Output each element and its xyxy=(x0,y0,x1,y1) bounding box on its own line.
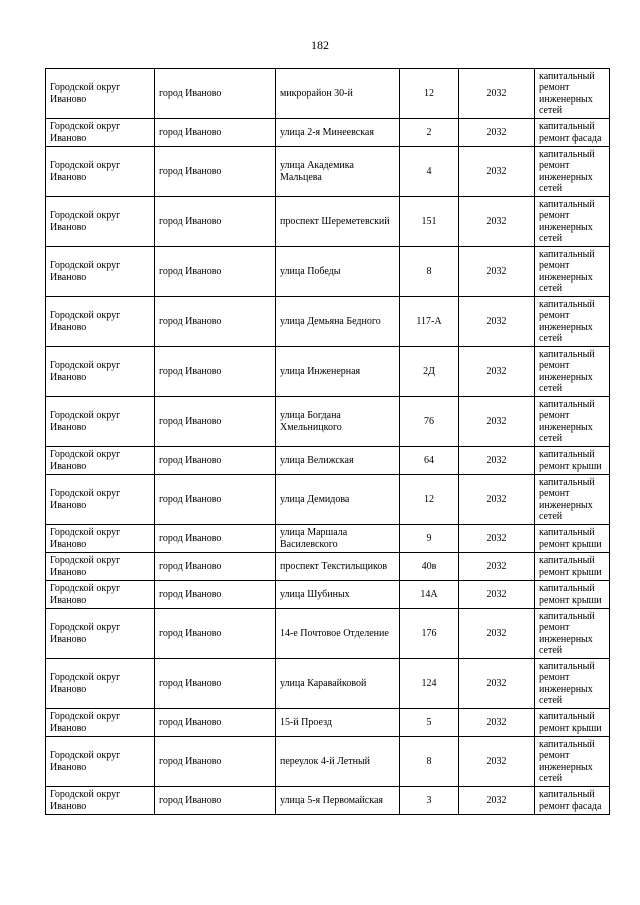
street-cell: улица Академика Мальцева xyxy=(276,147,400,197)
city-cell: город Иваново xyxy=(155,119,276,147)
house-number-cell: 4 xyxy=(400,147,459,197)
house-number-cell: 64 xyxy=(400,447,459,475)
table-row xyxy=(46,659,610,709)
work-type-cell: капитальный ремонт фасада xyxy=(535,119,610,147)
street-cell: улица Шубиных xyxy=(276,581,400,609)
table-row xyxy=(46,525,610,553)
district-cell: Городской округ Иваново xyxy=(46,709,155,737)
planned-year-cell: 2032 xyxy=(459,659,535,709)
planned-year-cell: 2032 xyxy=(459,525,535,553)
table-row xyxy=(46,737,610,787)
city-cell: город Иваново xyxy=(155,525,276,553)
planned-year-cell: 2032 xyxy=(459,347,535,397)
street-cell: переулок 4-й Летный xyxy=(276,737,400,787)
city-cell: город Иваново xyxy=(155,553,276,581)
district-cell: Городской округ Иваново xyxy=(46,609,155,659)
page-number: 182 xyxy=(311,38,329,52)
street-cell: улица Богдана Хмельницкого xyxy=(276,397,400,447)
planned-year-cell: 2032 xyxy=(459,709,535,737)
planned-year-cell: 2032 xyxy=(459,553,535,581)
work-type-cell: капитальный ремонт инженерных сетей xyxy=(535,347,610,397)
street-cell: проспект Текстильщиков xyxy=(276,553,400,581)
street-cell: 15-й Проезд xyxy=(276,709,400,737)
work-type-cell: капитальный ремонт инженерных сетей xyxy=(535,147,610,197)
district-cell: Городской округ Иваново xyxy=(46,659,155,709)
district-cell: Городской округ Иваново xyxy=(46,247,155,297)
house-number-cell: 12 xyxy=(400,475,459,525)
street-cell: улица Маршала Василевского xyxy=(276,525,400,553)
house-number-cell: 12 xyxy=(400,69,459,119)
work-type-cell: капитальный ремонт инженерных сетей xyxy=(535,737,610,787)
work-type-cell: капитальный ремонт инженерных сетей xyxy=(535,475,610,525)
table-row xyxy=(46,397,610,447)
planned-year-cell: 2032 xyxy=(459,147,535,197)
work-type-cell: капитальный ремонт инженерных сетей xyxy=(535,247,610,297)
street-cell: улица Демидова xyxy=(276,475,400,525)
planned-year-cell: 2032 xyxy=(459,475,535,525)
table-row xyxy=(46,553,610,581)
work-type-cell: капитальный ремонт крыши xyxy=(535,553,610,581)
work-type-cell: капитальный ремонт инженерных сетей xyxy=(535,659,610,709)
work-type-cell: капитальный ремонт крыши xyxy=(535,525,610,553)
house-number-cell: 2Д xyxy=(400,347,459,397)
district-cell: Городской округ Иваново xyxy=(46,581,155,609)
planned-year-cell: 2032 xyxy=(459,447,535,475)
table-row xyxy=(46,609,610,659)
work-type-cell: капитальный ремонт инженерных сетей xyxy=(535,609,610,659)
house-number-cell: 151 xyxy=(400,197,459,247)
planned-year-cell: 2032 xyxy=(459,397,535,447)
district-cell: Городской округ Иваново xyxy=(46,475,155,525)
city-cell: город Иваново xyxy=(155,447,276,475)
district-cell: Городской округ Иваново xyxy=(46,297,155,347)
street-cell: улица 5-я Первомайская xyxy=(276,787,400,815)
table-row xyxy=(46,347,610,397)
city-cell: город Иваново xyxy=(155,659,276,709)
district-cell: Городской округ Иваново xyxy=(46,447,155,475)
house-number-cell: 76 xyxy=(400,397,459,447)
planned-year-cell: 2032 xyxy=(459,297,535,347)
district-cell: Городской округ Иваново xyxy=(46,525,155,553)
city-cell: город Иваново xyxy=(155,609,276,659)
work-type-cell: капитальный ремонт крыши xyxy=(535,447,610,475)
street-cell: проспект Шереметевский xyxy=(276,197,400,247)
street-cell: улица Велижская xyxy=(276,447,400,475)
work-type-cell: капитальный ремонт инженерных сетей xyxy=(535,197,610,247)
house-number-cell: 8 xyxy=(400,247,459,297)
city-cell: город Иваново xyxy=(155,347,276,397)
table-row xyxy=(46,119,610,147)
table-row xyxy=(46,475,610,525)
house-number-cell: 3 xyxy=(400,787,459,815)
city-cell: город Иваново xyxy=(155,787,276,815)
district-cell: Городской округ Иваново xyxy=(46,787,155,815)
city-cell: город Иваново xyxy=(155,297,276,347)
street-cell: улица 2-я Минеевская xyxy=(276,119,400,147)
city-cell: город Иваново xyxy=(155,69,276,119)
work-type-cell: капитальный ремонт инженерных сетей xyxy=(535,69,610,119)
table-row xyxy=(46,147,610,197)
work-type-cell: капитальный ремонт фасада xyxy=(535,787,610,815)
street-cell: улица Демьяна Бедного xyxy=(276,297,400,347)
table-row xyxy=(46,197,610,247)
street-cell: улица Победы xyxy=(276,247,400,297)
house-number-cell: 9 xyxy=(400,525,459,553)
house-number-cell: 124 xyxy=(400,659,459,709)
house-number-cell: 176 xyxy=(400,609,459,659)
house-number-cell: 5 xyxy=(400,709,459,737)
street-cell: улица Каравайковой xyxy=(276,659,400,709)
registry-table-body xyxy=(46,69,610,815)
house-number-cell: 14А xyxy=(400,581,459,609)
city-cell: город Иваново xyxy=(155,197,276,247)
city-cell: город Иваново xyxy=(155,247,276,297)
district-cell: Городской округ Иваново xyxy=(46,69,155,119)
district-cell: Городской округ Иваново xyxy=(46,397,155,447)
district-cell: Городской округ Иваново xyxy=(46,347,155,397)
planned-year-cell: 2032 xyxy=(459,247,535,297)
planned-year-cell: 2032 xyxy=(459,119,535,147)
city-cell: город Иваново xyxy=(155,737,276,787)
house-number-cell: 8 xyxy=(400,737,459,787)
district-cell: Городской округ Иваново xyxy=(46,737,155,787)
house-number-cell: 117-А xyxy=(400,297,459,347)
planned-year-cell: 2032 xyxy=(459,197,535,247)
street-cell: микрорайон 30-й xyxy=(276,69,400,119)
district-cell: Городской округ Иваново xyxy=(46,197,155,247)
city-cell: город Иваново xyxy=(155,709,276,737)
work-type-cell: капитальный ремонт крыши xyxy=(535,709,610,737)
table-row xyxy=(46,247,610,297)
street-cell: 14-е Почтовое Отделение xyxy=(276,609,400,659)
work-type-cell: капитальный ремонт инженерных сетей xyxy=(535,397,610,447)
work-type-cell: капитальный ремонт инженерных сетей xyxy=(535,297,610,347)
city-cell: город Иваново xyxy=(155,397,276,447)
table-row xyxy=(46,447,610,475)
district-cell: Городской округ Иваново xyxy=(46,147,155,197)
table-row xyxy=(46,787,610,815)
city-cell: город Иваново xyxy=(155,581,276,609)
planned-year-cell: 2032 xyxy=(459,737,535,787)
planned-year-cell: 2032 xyxy=(459,787,535,815)
house-number-cell: 40в xyxy=(400,553,459,581)
planned-year-cell: 2032 xyxy=(459,609,535,659)
district-cell: Городской округ Иваново xyxy=(46,553,155,581)
registry-table xyxy=(45,68,610,815)
table-row xyxy=(46,297,610,347)
planned-year-cell: 2032 xyxy=(459,69,535,119)
table-row xyxy=(46,581,610,609)
planned-year-cell: 2032 xyxy=(459,581,535,609)
district-cell: Городской округ Иваново xyxy=(46,119,155,147)
street-cell: улица Инженерная xyxy=(276,347,400,397)
city-cell: город Иваново xyxy=(155,147,276,197)
house-number-cell: 2 xyxy=(400,119,459,147)
city-cell: город Иваново xyxy=(155,475,276,525)
table-row xyxy=(46,709,610,737)
work-type-cell: капитальный ремонт крыши xyxy=(535,581,610,609)
table-row xyxy=(46,69,610,119)
